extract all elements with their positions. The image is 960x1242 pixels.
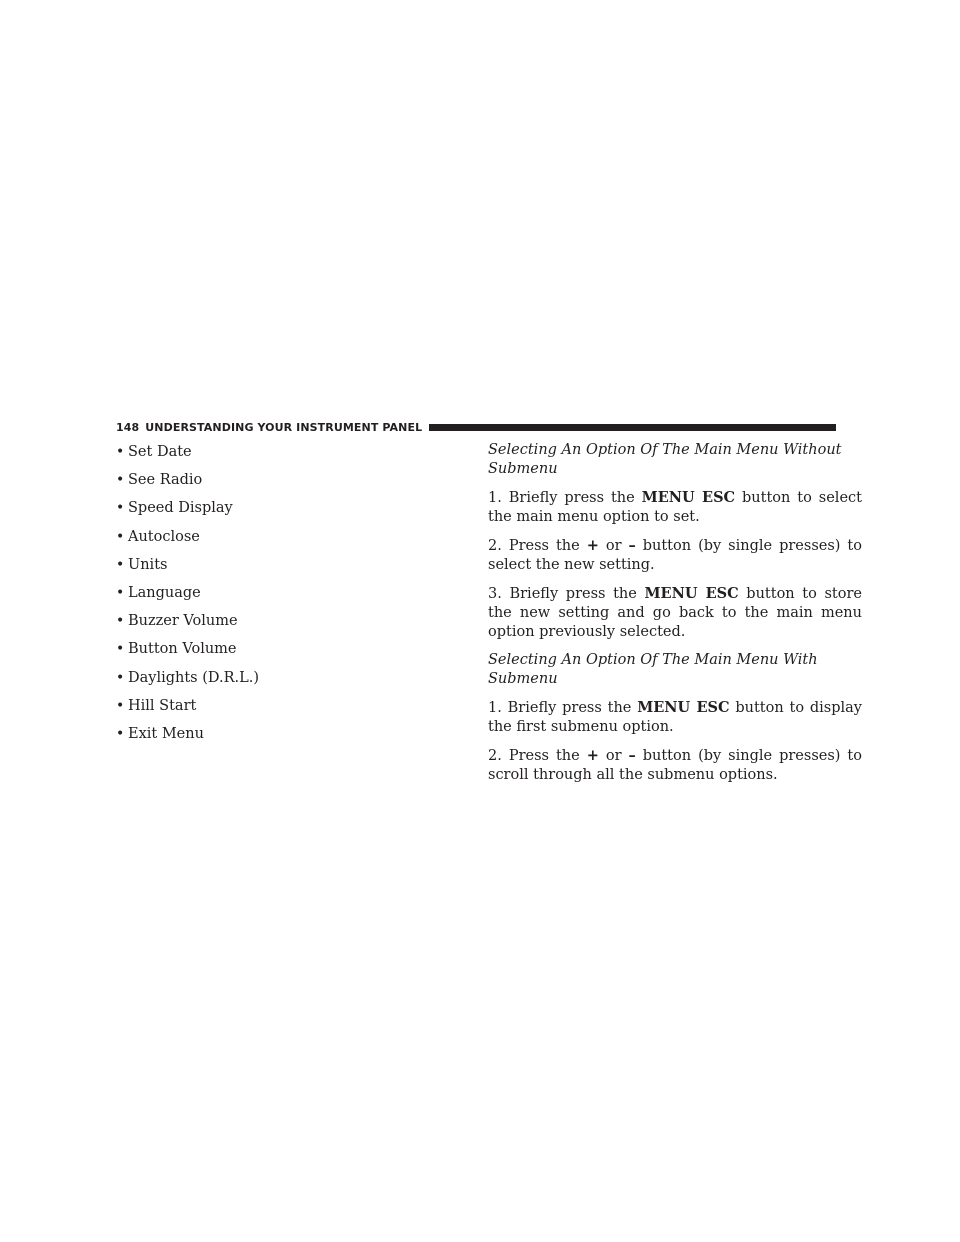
page-number: 148 [116,420,140,434]
list-item-label: Button Volume [128,641,237,658]
heading-with-submenu: Selecting An Option Of The Main Menu With Submenu [488,652,818,687]
step-text: button (by single presses) to select the new setting. [488,538,862,573]
key-menu-esc: MENU ESC [644,585,739,602]
key-menu-esc: MENU ESC [637,699,730,716]
section-title: UNDERSTANDING YOUR INSTRUMENT PANEL [145,420,423,434]
list-item [116,469,436,497]
list-item-label: Autoclose [128,528,200,545]
page-header [116,419,836,435]
step-1-without-submenu [488,488,862,527]
step-3-without-submenu [488,584,862,642]
list-item-label: Set Date [128,444,192,460]
step-text: 2. Press the [488,538,587,554]
header-rule [429,424,836,431]
bullet-icon: • [116,613,125,630]
bullet-icon: • [116,584,125,601]
bullet-icon: • [116,725,125,742]
list-item [116,497,436,525]
step-text: 1. Briefly press the [488,700,638,716]
list-item [116,441,436,469]
list-item-label: Exit Menu [128,725,204,742]
step-text: button to store the new setting and go back to the main menu option previously selected. [488,586,862,640]
list-item [116,526,436,554]
list-item-label: Daylights (D.R.L.) [128,669,260,686]
bullet-icon: • [116,697,125,714]
list-item [116,554,436,582]
step-text: 2. Press the [488,748,587,764]
step-text: or [598,538,629,554]
step-text: or [598,748,629,764]
list-item [116,610,436,638]
step-2-with-submenu [488,746,862,785]
list-item-label: Hill Start [128,697,197,714]
key-minus: – [628,747,636,764]
list-item-label: Buzzer Volume [128,613,238,630]
key-plus: + [586,537,599,554]
instructions-column [488,441,862,785]
list-item-label: Language [128,584,201,601]
bullet-icon: • [116,472,125,489]
menu-options-list [116,441,436,751]
key-plus: + [586,747,599,764]
bullet-icon: • [116,500,125,517]
step-text: button to display the first submenu option. [488,700,862,735]
heading-without-submenu: Selecting An Option Of The Main Menu Without Submenu [488,442,842,477]
list-item [116,582,436,610]
step-text: 3. Briefly press the [488,586,645,602]
step-2-without-submenu [488,536,862,575]
bullet-icon: • [116,641,125,658]
list-item [116,695,436,723]
list-item [116,723,436,751]
list-item-label: See Radio [128,472,203,489]
list-item-label: Speed Display [128,500,233,517]
step-text: 1. Briefly press the [488,490,642,506]
step-text: button to select the main menu option to set. [488,490,862,525]
menu-options-column [116,441,436,751]
step-text: button (by single presses) to scroll through all the submenu options. [488,748,862,783]
bullet-icon: • [116,556,125,573]
list-item [116,638,436,666]
step-1-with-submenu [488,698,862,737]
list-item-label: Units [128,556,168,573]
bullet-icon: • [116,444,125,460]
key-minus: – [628,537,636,554]
key-menu-esc: MENU ESC [641,489,736,506]
list-item [116,667,436,695]
bullet-icon: • [116,669,125,686]
bullet-icon: • [116,528,125,545]
